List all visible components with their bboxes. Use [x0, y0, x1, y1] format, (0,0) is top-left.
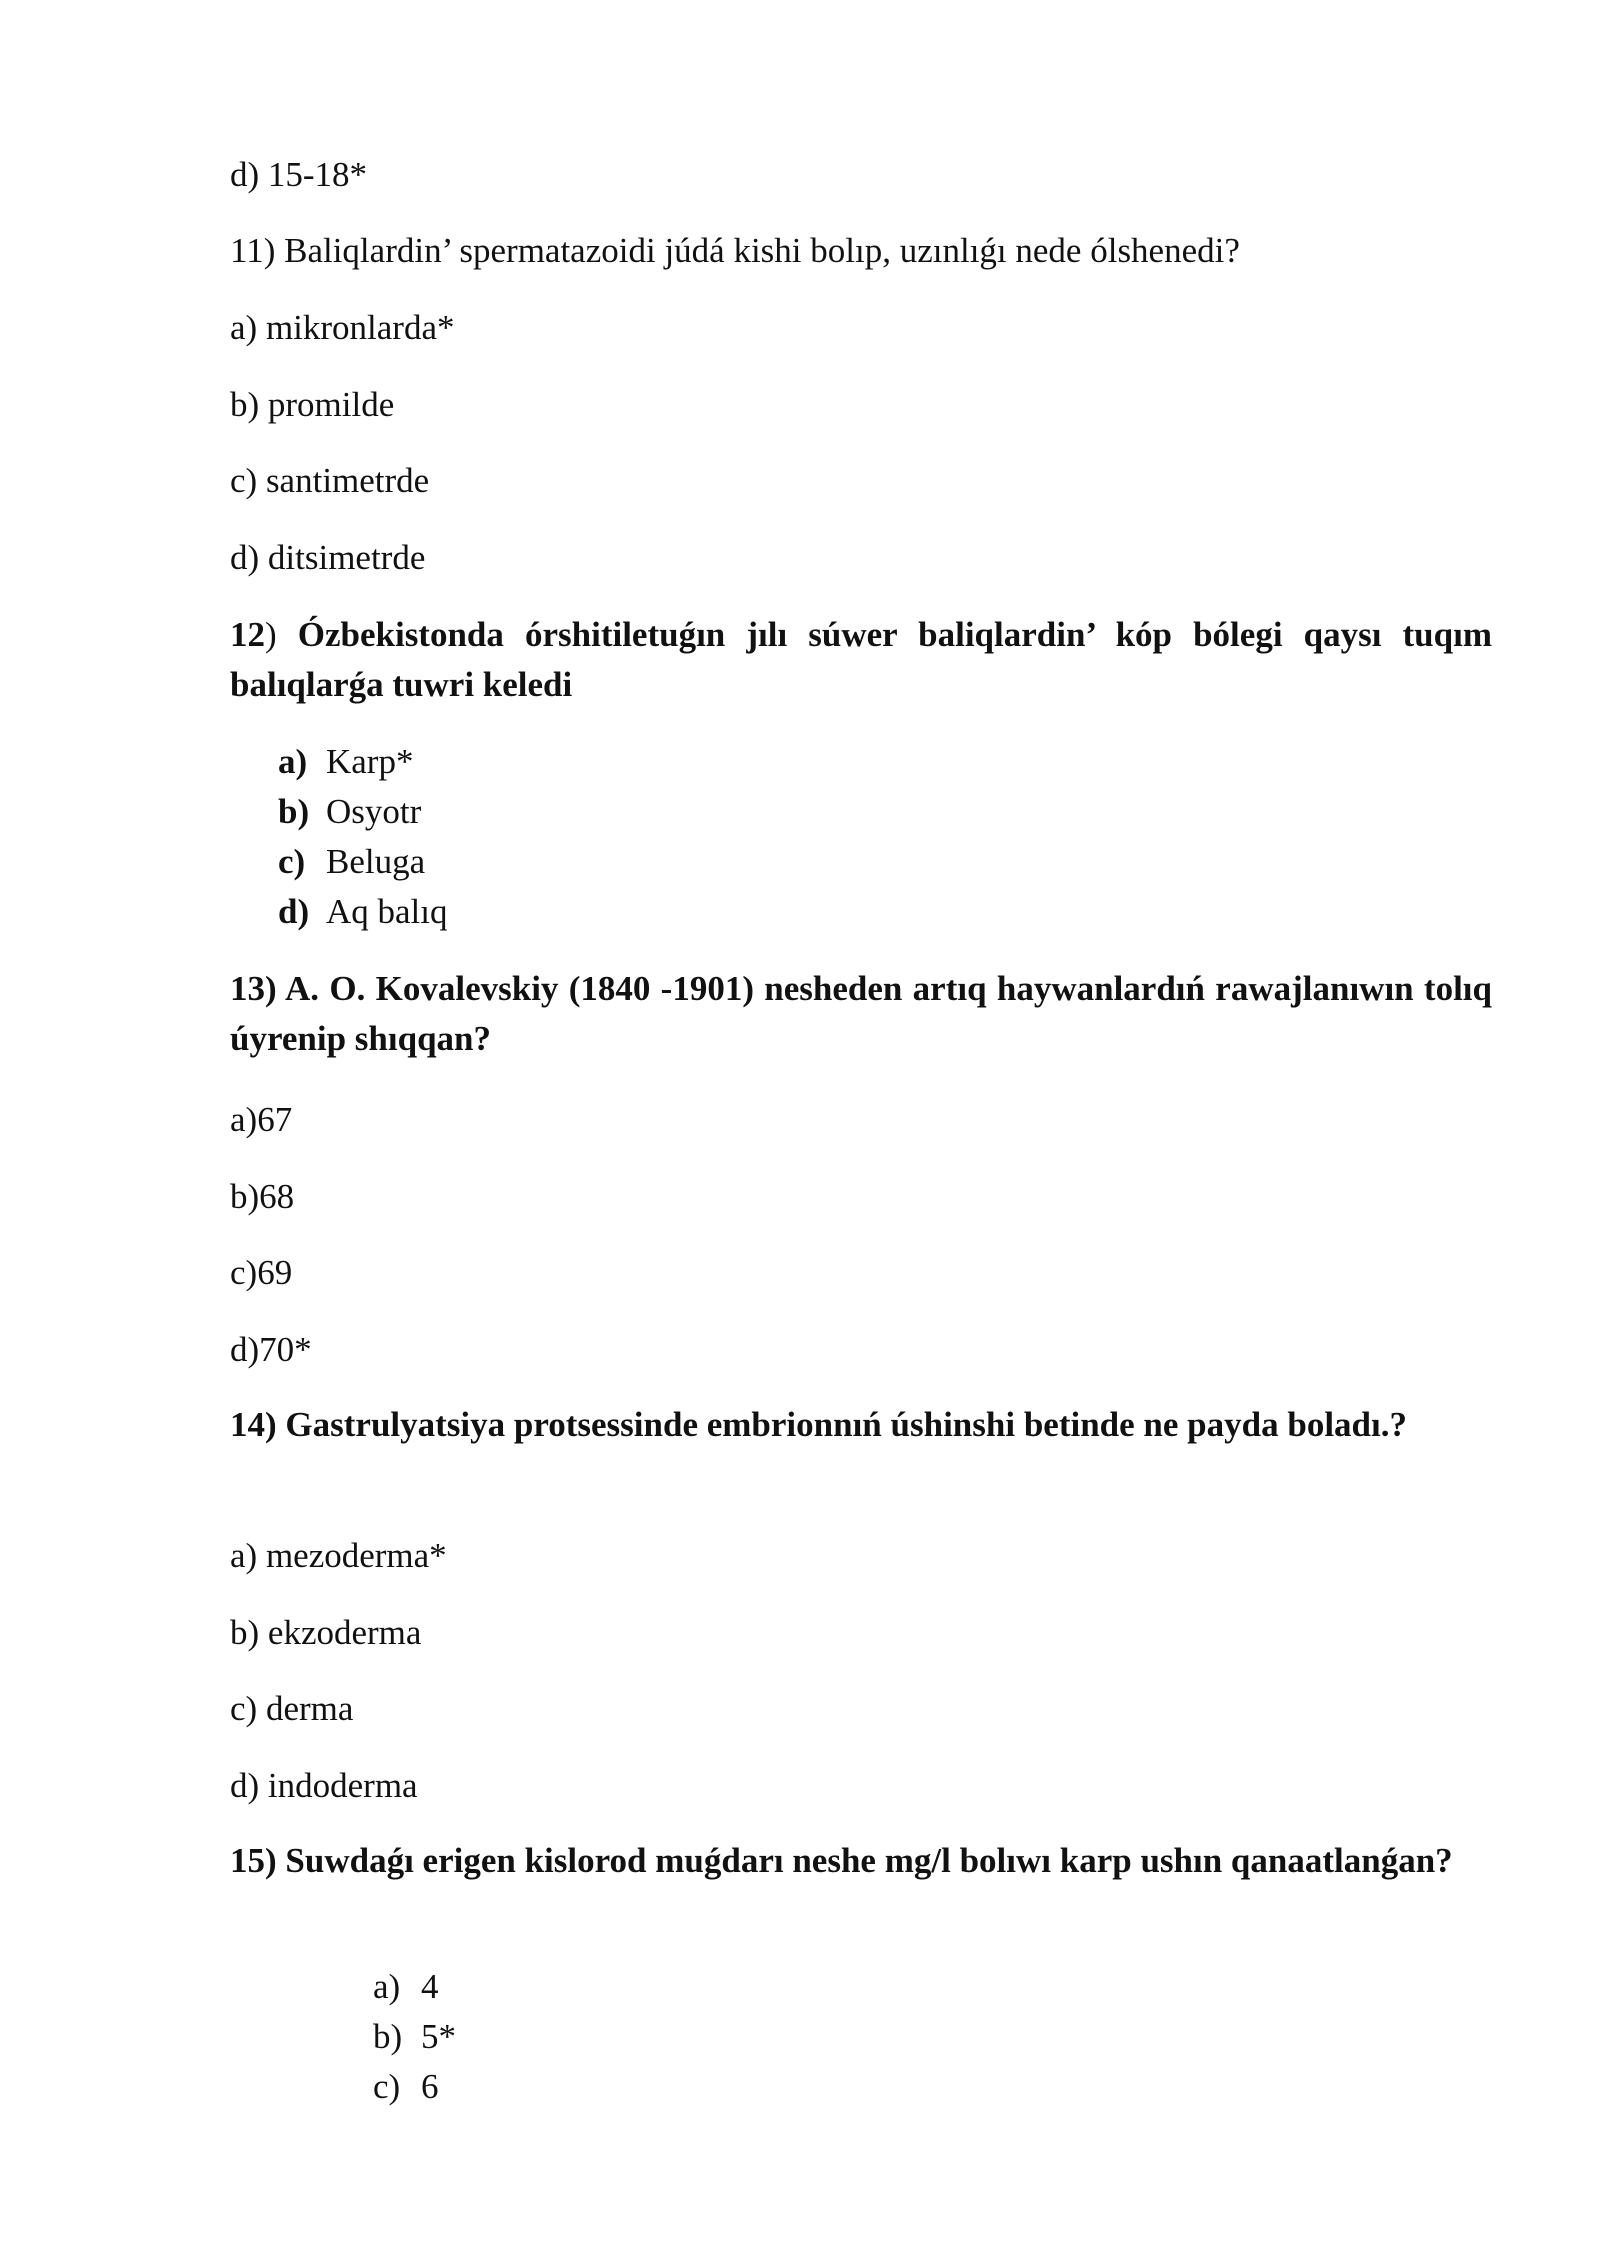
q15-option-c-label: c) — [373, 2067, 401, 2106]
q14-option-a: a) mezoderma* — [230, 1536, 447, 1575]
q11-option-b: b) promilde — [230, 385, 395, 424]
q12-question — [230, 610, 1492, 710]
q12-options — [278, 737, 448, 937]
q14-question: 14) Gastrulyatsiya protsessinde embrionnıń úshinshi betinde ne payda boladı.? — [230, 1405, 1407, 1444]
q13-question: 13) A. O. Kovalevskiy (1840 -1901) nesheden artıq haywanlardıń rawajlanıwın tolıq úyrenip shıqqan? — [230, 969, 1492, 1058]
q14-option-b: b) ekzoderma — [230, 1613, 422, 1652]
q10-option-d: d) 15-18* — [230, 155, 368, 194]
q15-option-a-text: 4 — [421, 1967, 439, 2006]
q13-option-a: a)67 — [230, 1100, 293, 1139]
q15-option-c — [373, 2062, 456, 2112]
q14-option-c: c) derma — [230, 1689, 354, 1728]
q12-option-c-text: Beluga — [326, 842, 426, 881]
q12-option-b-label: b) — [278, 792, 310, 831]
q15-options — [373, 1962, 456, 2112]
q15-option-c-text: 6 — [421, 2067, 439, 2106]
q15-option-b — [373, 2012, 456, 2062]
q15-option-a — [373, 1962, 456, 2012]
q15-question: 15) Suwdaǵı erigen kislorod muǵdarı neshe mg/l bolıwı karp ushın qanaatlanǵan? — [230, 1841, 1453, 1880]
q12-option-b-text: Osyotr — [326, 792, 422, 831]
q12-option-a-text: Karp* — [326, 742, 414, 781]
q11-question: 11) Baliqlardin’ spermatazoidi júdá kishi bolıp, uzınlıǵı nede ólshenedi? — [230, 231, 1240, 270]
q12-text: Ózbekistonda órshitiletuǵın jılı súwer baliqlardin’ kóp bólegi qaysı tuqım balıqlarǵa tuwri keledi — [230, 615, 1492, 704]
q14-option-d: d) indoderma — [230, 1766, 418, 1805]
q12-option-d-text: Aq balıq — [326, 892, 448, 931]
q15-option-b-text: 5* — [421, 2017, 456, 2056]
q12-number: 12 — [230, 615, 265, 654]
q12-option-d-label: d) — [278, 892, 310, 931]
q15-option-b-label: b) — [373, 2017, 403, 2056]
q13-option-c: c)69 — [230, 1253, 293, 1292]
q11-option-c: c) santimetrde — [230, 461, 430, 500]
q12-paren: ) — [265, 615, 277, 654]
q11-option-d: d) ditsimetrde — [230, 538, 426, 577]
q13-option-d: d)70* — [230, 1330, 312, 1369]
q12-option-c-label: c) — [278, 842, 306, 881]
q11-option-a: a) mikronlarda* — [230, 308, 455, 347]
q12-option-a-label: a) — [278, 742, 308, 781]
q12-option-a — [278, 737, 448, 787]
q15-option-a-label: a) — [373, 1967, 401, 2006]
q12-option-b — [278, 787, 448, 837]
q13-option-b: b)68 — [230, 1177, 295, 1216]
q12-option-c — [278, 837, 448, 887]
q12-option-d — [278, 887, 448, 937]
